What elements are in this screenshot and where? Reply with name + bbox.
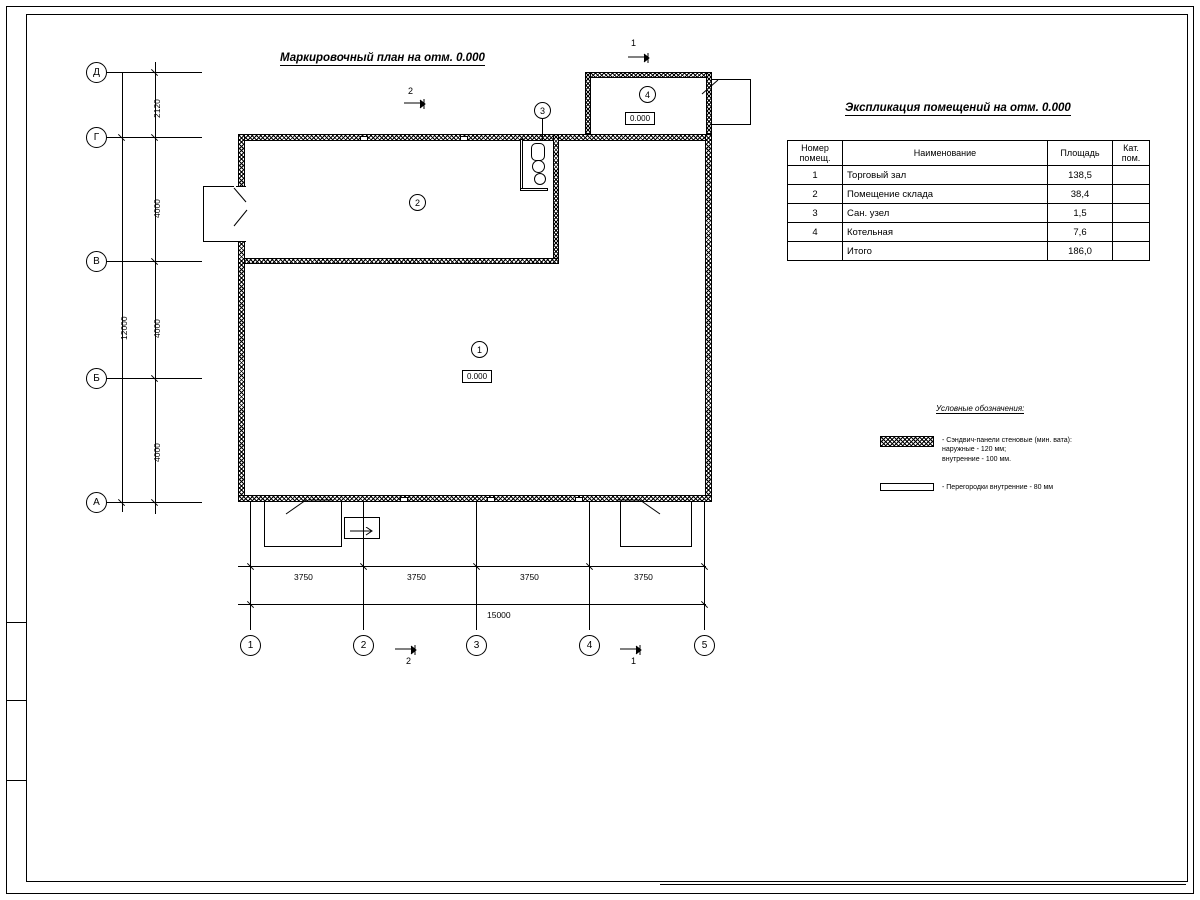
section-mark-2-bottom-label: 2: [406, 656, 412, 666]
wall-boiler-left: [585, 72, 591, 134]
door-leaf-left-upper: [232, 186, 246, 208]
dim-left-4000-1: 4000: [152, 199, 162, 218]
legend-item-sandwich: [880, 436, 1072, 464]
cell-total-label: Итого: [843, 242, 1048, 261]
dim-left-total-12000: 12000: [119, 316, 129, 340]
legend-sandwich-line3: внутренние - 100 мм.: [942, 455, 1012, 463]
wall-storage-right: [553, 134, 559, 264]
exploration-table-title: Экспликация помещений на отм. 0.000: [845, 102, 1071, 114]
section-mark-1-top-label: 1: [631, 38, 637, 48]
dim-left-2120: 2120: [152, 99, 162, 118]
window-mark-3: [575, 497, 583, 502]
window-mark-5: [460, 136, 468, 141]
cell-area: 38,4: [1048, 185, 1113, 204]
cell-cat: [1113, 204, 1150, 223]
axis-bubble-5: 5: [694, 635, 715, 656]
partition-wc-left: [520, 139, 523, 191]
exploration-table-wrapper: [787, 140, 1150, 261]
col-header-cat-line1: Кат.: [1123, 143, 1139, 153]
cell-number: 2: [788, 185, 843, 204]
table-row: [788, 204, 1150, 223]
cell-name: Котельная: [843, 223, 1048, 242]
cell-cat: [1113, 223, 1150, 242]
plan-title: Маркировочный план на отм. 0.000: [280, 52, 485, 64]
door-leaf-boiler: [698, 78, 718, 100]
stamp-divider-3: [6, 780, 26, 781]
title-block-line: [660, 884, 1186, 885]
dim-bottom-3750-3: 3750: [520, 572, 539, 582]
section-mark-1-top-arrow-icon: [628, 52, 656, 70]
washbasin-fixture-icon: [532, 160, 545, 173]
cell-total-cat: [1113, 242, 1150, 261]
toilet-fixture-icon: [531, 143, 545, 161]
room-tag-4: 4: [639, 86, 656, 103]
section-mark-1-bottom-label: 1: [631, 656, 637, 666]
floor-drain-icon: [534, 173, 546, 185]
room-tag-2: 2: [409, 194, 426, 211]
axis-bubble-3: 3: [466, 635, 487, 656]
axis-bubble-a: А: [86, 492, 107, 513]
cell-area: 138,5: [1048, 166, 1113, 185]
axis-bubble-g: Г: [86, 127, 107, 148]
legend-swatch-partition: [880, 483, 934, 491]
cell-total-area: 186,0: [1048, 242, 1113, 261]
cell-cat: [1113, 185, 1150, 204]
col-header-cat: [1113, 141, 1150, 166]
door-leaf-entry-left: [284, 496, 334, 522]
cell-total-number: [788, 242, 843, 261]
exploration-table: [787, 140, 1150, 261]
axis-bubble-b: Б: [86, 368, 107, 389]
room-tag-3-leader: [542, 119, 543, 141]
legend-swatch-sandwich-panel: [880, 436, 934, 447]
dim-bottom-3750-1: 3750: [294, 572, 313, 582]
cell-name: Торговый зал: [843, 166, 1048, 185]
legend-item-partition: [880, 483, 1053, 492]
dim-bottom-3750-2: 3750: [407, 572, 426, 582]
stamp-divider-1: [6, 622, 26, 623]
col-header-number-line2: помещ.: [799, 153, 831, 163]
axis-bubble-d: Д: [86, 62, 107, 83]
window-mark-1: [400, 497, 408, 502]
legend-sandwich-line1: - Сэндвич-панели стеновые (мин. вата):: [942, 437, 1072, 444]
cell-area: 7,6: [1048, 223, 1113, 242]
axis-bubble-v: В: [86, 251, 107, 272]
wall-exterior-right: [705, 134, 712, 502]
room-tag-1: 1: [471, 341, 488, 358]
col-header-number-line1: Номер: [801, 143, 829, 153]
col-header-area: Площадь: [1048, 141, 1113, 166]
table-row: [788, 223, 1150, 242]
dim-bottom-total-15000: 15000: [487, 610, 511, 620]
partition-wc-bottom: [520, 188, 548, 191]
dim-bottom-3750-4: 3750: [634, 572, 653, 582]
axis-bubble-2: 2: [353, 635, 374, 656]
axis-bubble-4: 4: [579, 635, 600, 656]
legend-sandwich-line2: наружные - 120 мм;: [942, 446, 1007, 454]
room-4-elevation: 0.000: [625, 112, 655, 125]
cell-name: Помещение склада: [843, 185, 1048, 204]
section-mark-2-top-label: 2: [408, 86, 414, 96]
legend-title: Условные обозначения:: [936, 404, 1025, 413]
col-header-number: [788, 141, 843, 166]
cell-number: 4: [788, 223, 843, 242]
axis-bubble-1: 1: [240, 635, 261, 656]
col-header-cat-line2: пом.: [1121, 153, 1141, 163]
door-leaf-left-lower: [232, 206, 246, 230]
cell-number: 1: [788, 166, 843, 185]
table-total-row: [788, 242, 1150, 261]
wall-boiler-top: [585, 72, 712, 78]
table-header-row: [788, 141, 1150, 166]
dim-chain-bottom-outer: [238, 604, 706, 605]
cell-number: 3: [788, 204, 843, 223]
door-leaf-entry-right: [614, 496, 662, 522]
cell-cat: [1113, 166, 1150, 185]
window-mark-4: [360, 136, 368, 141]
wall-exterior-top: [238, 134, 712, 141]
window-mark-2: [487, 497, 495, 502]
room-tag-3: 3: [534, 102, 551, 119]
section-mark-2-top-arrow-icon: [404, 98, 432, 116]
legend-text-sandwich: [942, 436, 1072, 464]
table-row: [788, 185, 1150, 204]
dim-chain-bottom-inner: [238, 566, 706, 567]
stamp-divider-2: [6, 700, 26, 701]
cell-name: Сан. узел: [843, 204, 1048, 223]
table-row: [788, 166, 1150, 185]
dim-left-4000-3: 4000: [152, 443, 162, 462]
room-1-elevation: 0.000: [462, 370, 492, 383]
legend-partition-line1: - Перегородки внутренние - 80 мм: [942, 484, 1054, 491]
wall-storage-bottom: [244, 258, 559, 264]
dim-left-4000-2: 4000: [152, 319, 162, 338]
col-header-name: Наименование: [843, 141, 1048, 166]
entry-direction-arrow-icon: [350, 523, 374, 541]
cell-area: 1,5: [1048, 204, 1113, 223]
legend-text-partition: [942, 483, 1053, 492]
